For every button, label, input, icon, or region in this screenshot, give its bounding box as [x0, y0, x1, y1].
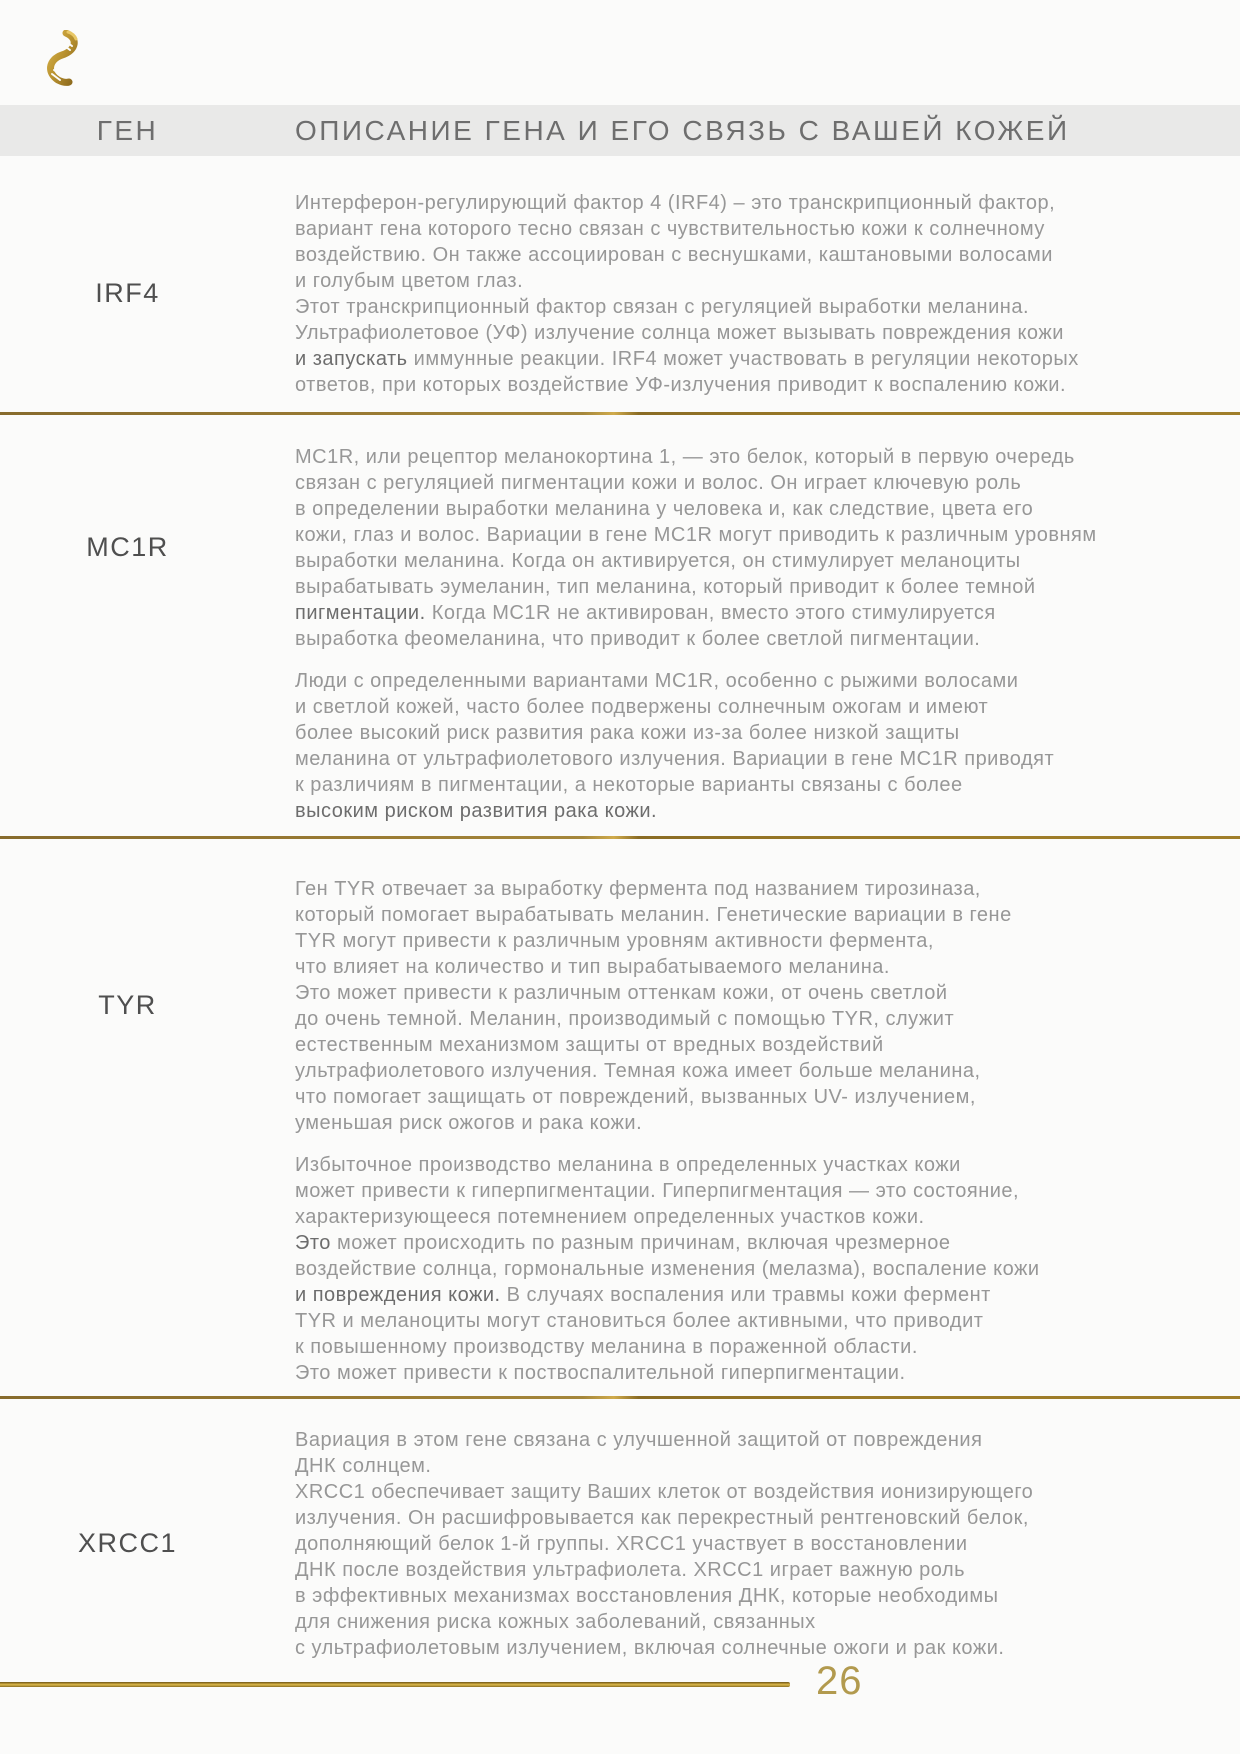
description-line: излучения. Он расшифровывается как перекрестный рентгеновский белок,	[295, 1507, 1029, 1529]
description-line: и светлой кожей, часто более подвержены солнечным ожогам и имеют	[295, 696, 989, 718]
description-line: ДНК после воздействия ультрафиолета. XRCC1 играет важную роль	[295, 1559, 966, 1581]
gene-name: XRCC1	[77, 1528, 178, 1558]
description-line: уменьшая риск ожогов и рака кожи.	[295, 1112, 643, 1134]
table-row	[0, 839, 1240, 1396]
gene-name-cell	[0, 156, 255, 412]
description-line: Ультрафиолетовое (УФ) излучение солнца может вызывать повреждения кожи	[295, 322, 1064, 344]
description-line: который помогает вырабатывать меланин. Генетические вариации в гене	[295, 904, 1012, 926]
header-gene-column-label: ГЕН	[96, 114, 159, 146]
table-header-row	[0, 105, 1240, 156]
description-line: связан с регуляцией пигментации кожи и волос. Он играет ключевую роль	[295, 472, 1022, 494]
gene-description-cell	[255, 839, 1240, 1396]
description-line: Это может привести к различным оттенкам кожи, от очень светлой	[295, 982, 948, 1004]
description-paragraph	[295, 876, 1240, 1136]
description-line: ДНК солнцем.	[295, 1455, 432, 1477]
description-line: Вариация в этом гене связана с улучшенной защитой от повреждения	[295, 1429, 983, 1451]
description-line: Избыточное производство меланина в определенных участках кожи	[295, 1154, 961, 1176]
description-line: что влияет на количество и тип вырабатываемого меланина.	[295, 956, 890, 978]
description-emphasis: и повреждения кожи.	[295, 1284, 501, 1306]
description-line: и запускать иммунные реакции. IRF4 может участвовать в регуляции некоторых	[295, 348, 1079, 370]
description-paragraph	[295, 1427, 1240, 1661]
description-line: TYR могут привести к различным уровням активности фермента,	[295, 930, 934, 952]
gene-table-body	[0, 156, 1240, 1753]
description-line: Это может происходить по разным причинам, включая чрезмерное	[295, 1232, 951, 1254]
description-line: TYR и меланоциты могут становиться более активными, что приводит	[295, 1310, 984, 1332]
description-line: MC1R, или рецептор меланокортина 1, — это белок, который в первую очередь	[295, 446, 1075, 468]
page-footer	[0, 1659, 1240, 1753]
description-line: в определении выработки меланина у человека и, как следствие, цвета его	[295, 498, 1034, 520]
gene-description-cell	[255, 156, 1240, 412]
description-paragraph	[295, 190, 1240, 398]
dna-ribbon-icon	[44, 30, 82, 94]
description-line: в эффективных механизмах восстановления ДНК, которые необходимы	[295, 1585, 999, 1607]
description-line: с ультрафиолетовым излучением, включая солнечные ожоги и рак кожи.	[295, 1637, 1005, 1659]
table-row	[0, 156, 1240, 412]
gene-name: IRF4	[95, 278, 160, 308]
description-emphasis: Это	[295, 1232, 331, 1254]
gene-name: MC1R	[86, 532, 169, 562]
gene-description-cell	[255, 415, 1240, 836]
description-line: вариант гена которого тесно связан с чувствительностью кожи к солнечному	[295, 218, 1045, 240]
description-line: к различиям в пигментации, а некоторые варианты связаны с более	[295, 774, 963, 796]
description-line: вырабатывать эумеланин, тип меланина, который приводит к более темной	[295, 576, 1036, 598]
gene-name: TYR	[98, 990, 157, 1020]
description-line: что помогает защищать от повреждений, вызванных UV- излучением,	[295, 1086, 976, 1108]
description-line: воздействию. Он также ассоциирован с веснушками, каштановыми волосами	[295, 244, 1053, 266]
description-line: XRCC1 обеспечивает защиту Ваших клеток от воздействия ионизирующего	[295, 1481, 1034, 1503]
description-line: более высокий риск развития рака кожи из-за более низкой защиты	[295, 722, 960, 744]
gene-name-cell	[0, 415, 255, 836]
footer-gold-rule	[0, 1682, 790, 1687]
table-row	[0, 1399, 1240, 1673]
description-line: ответов, при которых воздействие УФ-излучения приводит к воспалению кожи.	[295, 374, 1067, 396]
description-line: до очень темной. Меланин, производимый с помощью TYR, служит	[295, 1008, 955, 1030]
description-line: Интерферон-регулирующий фактор 4 (IRF4) – это транскрипционный фактор,	[295, 192, 1056, 214]
description-paragraph	[295, 668, 1240, 824]
description-line: Люди с определенными вариантами MC1R, особенно с рыжими волосами	[295, 670, 1019, 692]
description-line: дополняющий белок 1-й группы. XRCC1 участвует в восстановлении	[295, 1533, 968, 1555]
description-line: Это может привести к поствоспалительной гиперпигментации.	[295, 1362, 906, 1384]
description-line: Этот транскрипционный фактор связан с регуляцией выработки меланина.	[295, 296, 1029, 318]
description-line: и повреждения кожи. В случаях воспаления или травмы кожи фермент	[295, 1284, 991, 1306]
description-paragraph	[295, 1152, 1240, 1386]
header-description-column-label: ОПИСАНИЕ ГЕНА И ЕГО СВЯЗЬ С ВАШЕЙ КОЖЕЙ	[295, 114, 1070, 146]
table-row	[0, 415, 1240, 836]
description-line: к повышенному производству меланина в пораженной области.	[295, 1336, 918, 1358]
description-line: пигментации. Когда MC1R не активирован, вместо этого стимулируется	[295, 602, 996, 624]
description-line	[295, 798, 1240, 824]
description-line: Ген TYR отвечает за выработку фермента под названием тирозиназа,	[295, 878, 981, 900]
description-line: кожи, глаз и волос. Вариации в гене MC1R могут приводить к различным уровням	[295, 524, 1097, 546]
description-line: может привести к гиперпигментации. Гиперпигментация — это состояние,	[295, 1180, 1020, 1202]
gene-name-cell	[0, 1399, 255, 1673]
description-line: выработки меланина. Когда он активируется, он стимулирует меланоциты	[295, 550, 1021, 572]
description-paragraph	[295, 444, 1240, 652]
description-line: и голубым цветом глаз.	[295, 270, 524, 292]
gene-description-cell	[255, 1399, 1240, 1673]
description-line: ультрафиолетового излучения. Темная кожа имеет больше меланина,	[295, 1060, 981, 1082]
description-emphasis: высоким риском развития рака кожи.	[295, 800, 658, 822]
description-line: меланина от ультрафиолетового излучения. Вариации в гене MC1R приводят	[295, 748, 1055, 770]
description-line: воздействие солнца, гормональные изменения (мелазма), воспаление кожи	[295, 1258, 1040, 1280]
description-emphasis: и запускать	[295, 348, 408, 370]
description-line: характеризующееся потемнением определенных участков кожи.	[295, 1206, 925, 1228]
description-line: естественным механизмом защиты от вредных воздействий	[295, 1034, 884, 1056]
description-emphasis: пигментации.	[295, 602, 426, 624]
page-number: 26	[816, 1659, 863, 1703]
description-line: для снижения риска кожных заболеваний, связанных	[295, 1611, 816, 1633]
gene-name-cell	[0, 839, 255, 1396]
description-line: выработка феомеланина, что приводит к более светлой пигментации.	[295, 628, 981, 650]
